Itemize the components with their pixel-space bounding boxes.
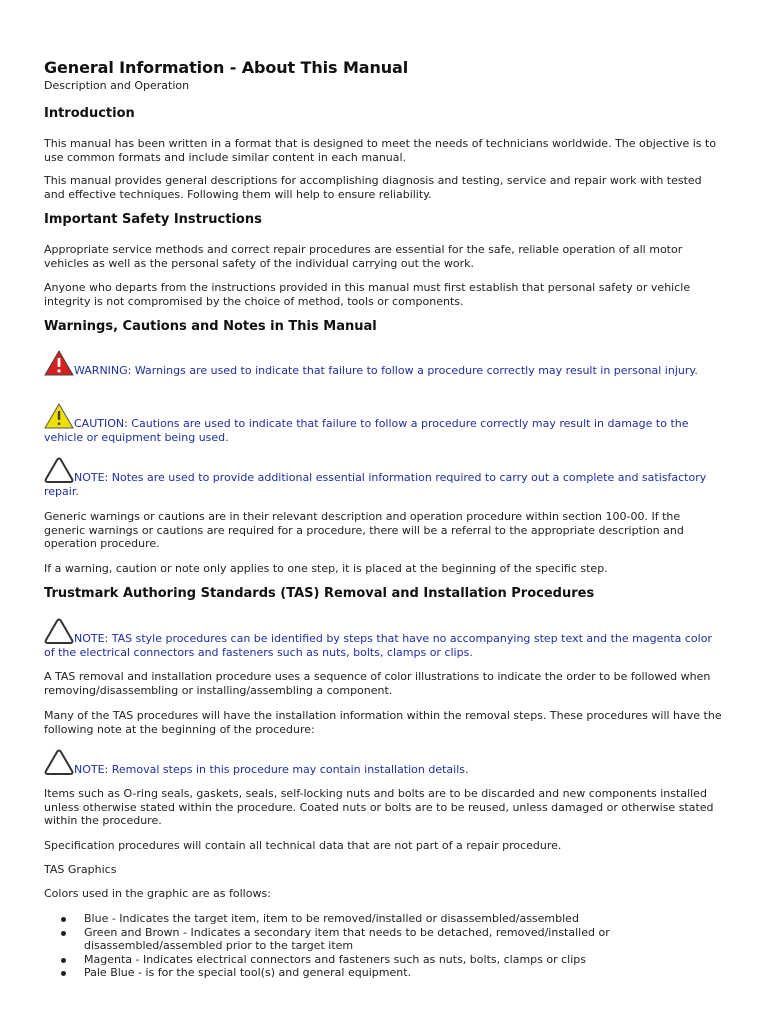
warnings-paragraph-2: If a warning, caution or note only applies to one step, it is placed at the beginning of the specific step. (44, 562, 608, 575)
intro-paragraph-2: This manual provides general descriptions for accomplishing diagnosis and testing, service and repair work with tested and effective techniques. Following them will help to ensure reliability. (44, 174, 702, 201)
list-item: Blue - Indicates the target item, item to be removed/installed or disassembled/assembled (44, 912, 704, 926)
page-title: General Information - About This Manual (44, 58, 409, 77)
list-item: Magenta - Indicates electrical connectors and fasteners such as nuts, bolts, clamps or clips (44, 953, 704, 967)
heading-tas: Trustmark Authoring Standards (TAS) Removal and Installation Procedures (44, 586, 595, 601)
list-item: Pale Blue - is for the special tool(s) and general equipment. (44, 966, 704, 980)
tas-paragraph-3: Items such as O-ring seals, gaskets, seals, self-locking nuts and bolts are to be discarded and new components installed unless otherwise stated within the procedure. Coated nuts or bolts are to be reused, unless damaged or otherwise stated within the procedure. (44, 787, 714, 827)
tas-paragraph-5: TAS Graphics (44, 863, 117, 876)
safety-paragraph-2: Anyone who departs from the instructions provided in this manual must first establish that personal safety or vehicle integrity is not compromised by the choice of method, tools or components. (44, 281, 691, 308)
note-block (44, 457, 724, 498)
heading-safety: Important Safety Instructions (44, 212, 262, 227)
warning-text: WARNING: Warnings are used to indicate that failure to follow a procedure correctly may result in personal injury. (74, 364, 698, 377)
note-triangle-icon (44, 457, 74, 487)
note-triangle-icon (44, 618, 74, 648)
page-subtitle: Description and Operation (44, 79, 190, 92)
note-text: NOTE: Notes are used to provide additional essential information required to carry out a complete and satisfactory repair. (44, 471, 707, 498)
tas-note-block-1 (44, 618, 724, 659)
warning-block (44, 350, 724, 378)
heading-introduction: Introduction (44, 106, 135, 121)
warning-triangle-icon (44, 350, 74, 380)
caution-block (44, 403, 724, 444)
intro-paragraph-1: This manual has been written in a format that is designed to meet the needs of technicians worldwide. The objective is to use common formats and include similar content in each manual. (44, 137, 717, 164)
tas-paragraph-6: Colors used in the graphic are as follows: (44, 887, 271, 900)
tas-paragraph-4: Specification procedures will contain all technical data that are not part of a repair procedure. (44, 839, 562, 852)
warnings-paragraph-1: Generic warnings or cautions are in their relevant description and operation procedure within section 100-00. If the generic warnings or cautions are required for a procedure, there will be a referral to the appropriate description and operation procedure. (44, 510, 684, 550)
heading-warnings: Warnings, Cautions and Notes in This Manual (44, 319, 377, 334)
note-triangle-icon (44, 749, 74, 779)
tas-note-block-2 (44, 749, 724, 777)
tas-paragraph-1: A TAS removal and installation procedure uses a sequence of color illustrations to indicate the order to be followed when removing/disassembling or installing/assembling a component. (44, 670, 711, 697)
tas-note-text-2: NOTE: Removal steps in this procedure may contain installation details. (74, 763, 469, 776)
colors-list (44, 912, 704, 980)
caution-text: CAUTION: Cautions are used to indicate that failure to follow a procedure correctly may result in damage to the vehicle or equipment being used. (44, 417, 689, 444)
safety-paragraph-1: Appropriate service methods and correct repair procedures are essential for the safe, reliable operation of all motor vehicles as well as the personal safety of the individual carrying out the work. (44, 243, 683, 270)
list-item: Green and Brown - Indicates a secondary item that needs to be detached, removed/installed or disassembled/assembled prior to the target item (44, 926, 704, 953)
caution-triangle-icon (44, 403, 74, 433)
tas-paragraph-2: Many of the TAS procedures will have the installation information within the removal steps. These procedures will have the following note at the beginning of the procedure: (44, 709, 722, 736)
tas-note-text-1: NOTE: TAS style procedures can be identified by steps that have no accompanying step text and the magenta color of the electrical connectors and fasteners such as nuts, bolts, clamps or clips. (44, 632, 712, 659)
